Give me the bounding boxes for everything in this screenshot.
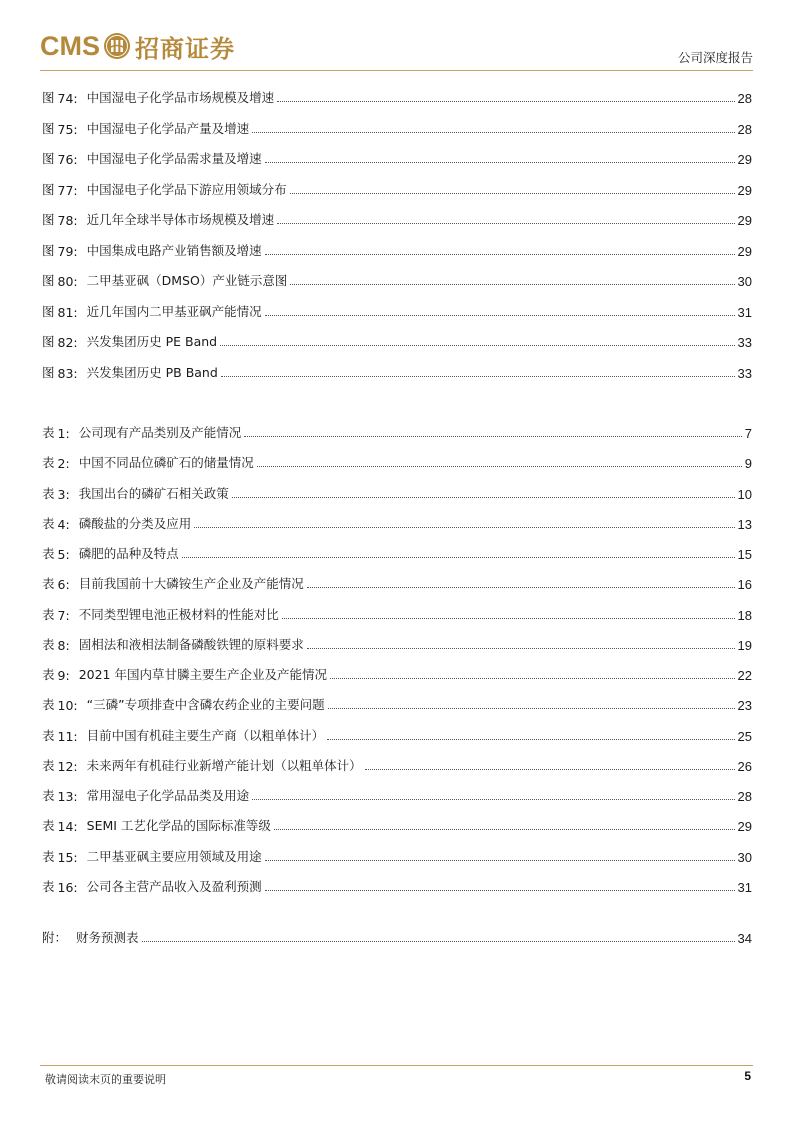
figure-toc-entry[interactable] (42, 208, 752, 228)
entry-page-number: 34 (737, 931, 752, 946)
figure-toc-entry[interactable] (42, 330, 752, 350)
report-type-label: 公司深度报告 (677, 50, 753, 65)
dot-leader (221, 376, 735, 377)
entry-prefix: 表 (42, 818, 55, 834)
dot-leader (274, 829, 735, 830)
entry-page-number: 23 (737, 698, 752, 714)
table-toc-entry[interactable] (42, 482, 752, 502)
entry-page-number: 29 (737, 152, 752, 168)
entry-title: SEMI 工艺化学品的国际标准等级 (86, 818, 271, 834)
entry-title: 中国湿电子化学品产量及增速 (86, 120, 250, 136)
entry-prefix: 图 (42, 181, 55, 197)
entry-number: 6: (57, 577, 70, 593)
entry-number: 4: (57, 516, 70, 532)
dot-leader (252, 799, 734, 800)
table-toc-entry[interactable] (42, 421, 752, 441)
entry-number: 2: (57, 456, 70, 472)
dot-leader (257, 466, 742, 467)
dot-leader (244, 436, 742, 437)
footer-disclaimer-note: 敬请阅读末页的重要说明 (45, 1073, 166, 1086)
entry-number: 82: (57, 335, 78, 351)
logo-chinese-text: 招商证券 (135, 33, 235, 63)
entry-title: “三磷”专项排查中含磷农药企业的主要问题 (86, 697, 325, 713)
table-toc-entry[interactable] (42, 633, 752, 653)
table-toc-entry[interactable] (42, 754, 752, 774)
entry-number: 9: (57, 668, 70, 683)
entry-page-number: 22 (737, 668, 752, 683)
entry-number: 1: (57, 426, 70, 441)
dot-leader (265, 860, 735, 861)
entry-number: 74: (57, 91, 78, 106)
dot-leader (252, 132, 734, 133)
dot-leader (282, 618, 735, 619)
entry-title: 中国湿电子化学品下游应用领域分布 (86, 181, 287, 197)
entry-prefix: 表 (42, 455, 55, 471)
dot-leader (307, 648, 735, 649)
entry-number: 10: (57, 698, 78, 714)
entry-title: 近几年国内二甲基亚砜产能情况 (86, 303, 262, 319)
dot-leader (220, 345, 734, 346)
entry-title: 二甲基亚砜主要应用领域及用途 (86, 848, 262, 864)
entry-prefix: 表 (42, 485, 55, 501)
dot-leader (265, 315, 735, 316)
entry-title: 公司现有产品类别及产能情况 (78, 425, 242, 440)
table-toc-entry[interactable] (42, 663, 752, 683)
entry-number: 8: (57, 637, 70, 653)
table-toc-entry[interactable] (42, 542, 752, 562)
entry-title: 常用湿电子化学品品类及用途 (86, 788, 250, 803)
dot-leader (265, 162, 735, 163)
page-header (40, 22, 753, 72)
entry-page-number: 28 (737, 789, 752, 804)
entry-page-number: 25 (737, 728, 752, 744)
entry-title: 兴发集团历史 PB Band (86, 364, 218, 380)
entry-title: 公司各主营产品收入及盈利预测 (86, 878, 262, 894)
entry-prefix: 表 (42, 606, 55, 622)
entry-prefix: 图 (42, 364, 55, 380)
entry-prefix: 图 (42, 90, 55, 105)
entry-page-number: 9 (744, 456, 752, 472)
entry-page-number: 7 (744, 426, 752, 441)
appendix-toc-entry[interactable] (42, 926, 752, 946)
table-toc-entry[interactable] (42, 603, 752, 623)
entry-prefix: 表 (42, 576, 55, 592)
entry-page-number: 31 (737, 879, 752, 895)
dot-leader (328, 708, 735, 709)
entry-number: 15: (57, 849, 78, 865)
entry-page-number: 28 (737, 91, 752, 106)
entry-title: 中国湿电子化学品市场规模及增速 (86, 90, 275, 105)
entry-page-number: 30 (737, 849, 752, 865)
entry-title: 2021 年国内草甘膦主要生产企业及产能情况 (78, 667, 327, 682)
dot-leader (290, 284, 734, 285)
footer-divider (40, 1065, 753, 1066)
entry-title: 近几年全球半导体市场规模及增速 (86, 212, 275, 228)
entry-prefix: 图 (42, 303, 55, 319)
entry-prefix: 图 (42, 334, 55, 350)
entry-title: 固相法和液相法制备磷酸铁锂的原料要求 (78, 636, 304, 652)
entry-number: 16: (57, 879, 78, 895)
dot-leader (277, 101, 734, 102)
entry-number: 78: (57, 213, 78, 229)
entry-prefix: 表 (42, 848, 55, 864)
table-toc-entry[interactable] (42, 572, 752, 592)
entry-prefix: 表 (42, 546, 55, 561)
logo-latin-text: CMS (40, 30, 100, 61)
entry-number: 14: (57, 819, 78, 835)
entry-number: 81: (57, 304, 78, 320)
figure-toc-entry[interactable] (42, 86, 752, 106)
figure-toc-entry[interactable] (42, 300, 752, 320)
page-number: 5 (744, 1069, 751, 1083)
entry-title: 中国不同品位磷矿石的储量情况 (78, 455, 254, 471)
table-toc-entry[interactable] (42, 724, 752, 744)
entry-page-number: 28 (737, 121, 752, 137)
figure-toc-entry[interactable] (42, 117, 752, 137)
dot-leader (142, 941, 735, 942)
entry-prefix: 表 (42, 425, 55, 440)
figure-toc-entry[interactable] (42, 178, 752, 198)
dot-leader (277, 223, 734, 224)
entry-prefix: 表 (42, 636, 55, 652)
entry-page-number: 29 (737, 213, 752, 229)
entry-prefix: 图 (42, 273, 55, 289)
entry-page-number: 29 (737, 819, 752, 835)
table-toc-entry[interactable] (42, 845, 752, 865)
entry-prefix: 图 (42, 151, 55, 167)
entry-title: 未来两年有机硅行业新增产能计划（以粗单体计） (86, 757, 362, 773)
entry-title: 磷肥的品种及特点 (78, 546, 179, 561)
entry-prefix: 表 (42, 667, 55, 682)
figure-toc-entry[interactable] (42, 147, 752, 167)
dot-leader (327, 739, 734, 740)
figure-toc-entry[interactable] (42, 269, 752, 289)
entry-title: 不同类型锂电池正极材料的性能对比 (78, 606, 279, 622)
dot-leader (265, 254, 735, 255)
entry-number: 79: (57, 243, 78, 259)
table-toc-entry[interactable] (42, 512, 752, 532)
entry-prefix: 表 (42, 788, 55, 803)
entry-title: 中国湿电子化学品需求量及增速 (86, 151, 262, 167)
entry-page-number: 31 (737, 304, 752, 320)
entry-prefix: 表 (42, 757, 55, 773)
entry-number: 80: (57, 274, 78, 290)
entry-label: 附： (42, 930, 68, 945)
entry-title: 磷酸盐的分类及应用 (78, 515, 192, 531)
entry-title: 目前中国有机硅主要生产商（以粗单体计） (86, 727, 325, 743)
dot-leader (182, 557, 735, 558)
dot-leader (265, 890, 735, 891)
entry-number: 7: (57, 607, 70, 623)
entry-page-number: 15 (737, 547, 752, 562)
entry-prefix: 图 (42, 212, 55, 228)
entry-number: 76: (57, 152, 78, 168)
table-toc-entry[interactable] (42, 451, 752, 471)
entry-prefix: 表 (42, 697, 55, 713)
header-divider (40, 70, 753, 71)
entry-page-number: 29 (737, 243, 752, 259)
figure-toc-entry[interactable] (42, 239, 752, 259)
entry-number: 83: (57, 365, 78, 381)
entry-number: 75: (57, 121, 78, 137)
table-toc-entry[interactable] (42, 814, 752, 834)
dot-leader (194, 527, 734, 528)
entry-title: 目前我国前十大磷铵生产企业及产能情况 (78, 576, 304, 592)
table-toc-entry[interactable] (42, 875, 752, 895)
entry-title: 我国出台的磷矿石相关政策 (78, 485, 229, 501)
dot-leader (290, 193, 735, 194)
entry-page-number: 13 (737, 516, 752, 532)
entry-title: 财务预测表 (76, 930, 139, 945)
entry-title: 二甲基亚砜（DMSO）产业链示意图 (86, 273, 288, 289)
entry-title: 兴发集团历史 PE Band (86, 334, 218, 350)
entry-page-number: 19 (737, 637, 752, 653)
entry-page-number: 29 (737, 182, 752, 198)
entry-prefix: 图 (42, 242, 55, 258)
dot-leader (365, 769, 735, 770)
entry-page-number: 33 (737, 365, 752, 381)
entry-prefix: 表 (42, 727, 55, 743)
dot-leader (330, 678, 735, 679)
entry-page-number: 16 (737, 577, 752, 593)
entry-page-number: 26 (737, 758, 752, 774)
entry-page-number: 18 (737, 607, 752, 623)
table-toc-entry[interactable] (42, 693, 752, 713)
entry-number: 12: (57, 758, 78, 774)
entry-prefix: 表 (42, 878, 55, 894)
entry-number: 3: (57, 486, 70, 502)
figure-toc-entry[interactable] (42, 361, 752, 381)
dot-leader (307, 587, 735, 588)
dot-leader (232, 497, 735, 498)
entry-page-number: 33 (737, 335, 752, 351)
cms-emblem-icon (103, 32, 131, 60)
table-toc-entry[interactable] (42, 784, 752, 804)
entry-title: 中国集成电路产业销售额及增速 (86, 242, 262, 258)
entry-number: 11: (57, 728, 78, 744)
entry-number: 77: (57, 182, 78, 198)
entry-prefix: 表 (42, 515, 55, 531)
entry-prefix: 图 (42, 120, 55, 136)
entry-number: 5: (57, 547, 70, 562)
entry-page-number: 30 (737, 274, 752, 290)
entry-number: 13: (57, 789, 78, 804)
entry-page-number: 10 (737, 486, 752, 502)
cms-logo (40, 28, 235, 64)
